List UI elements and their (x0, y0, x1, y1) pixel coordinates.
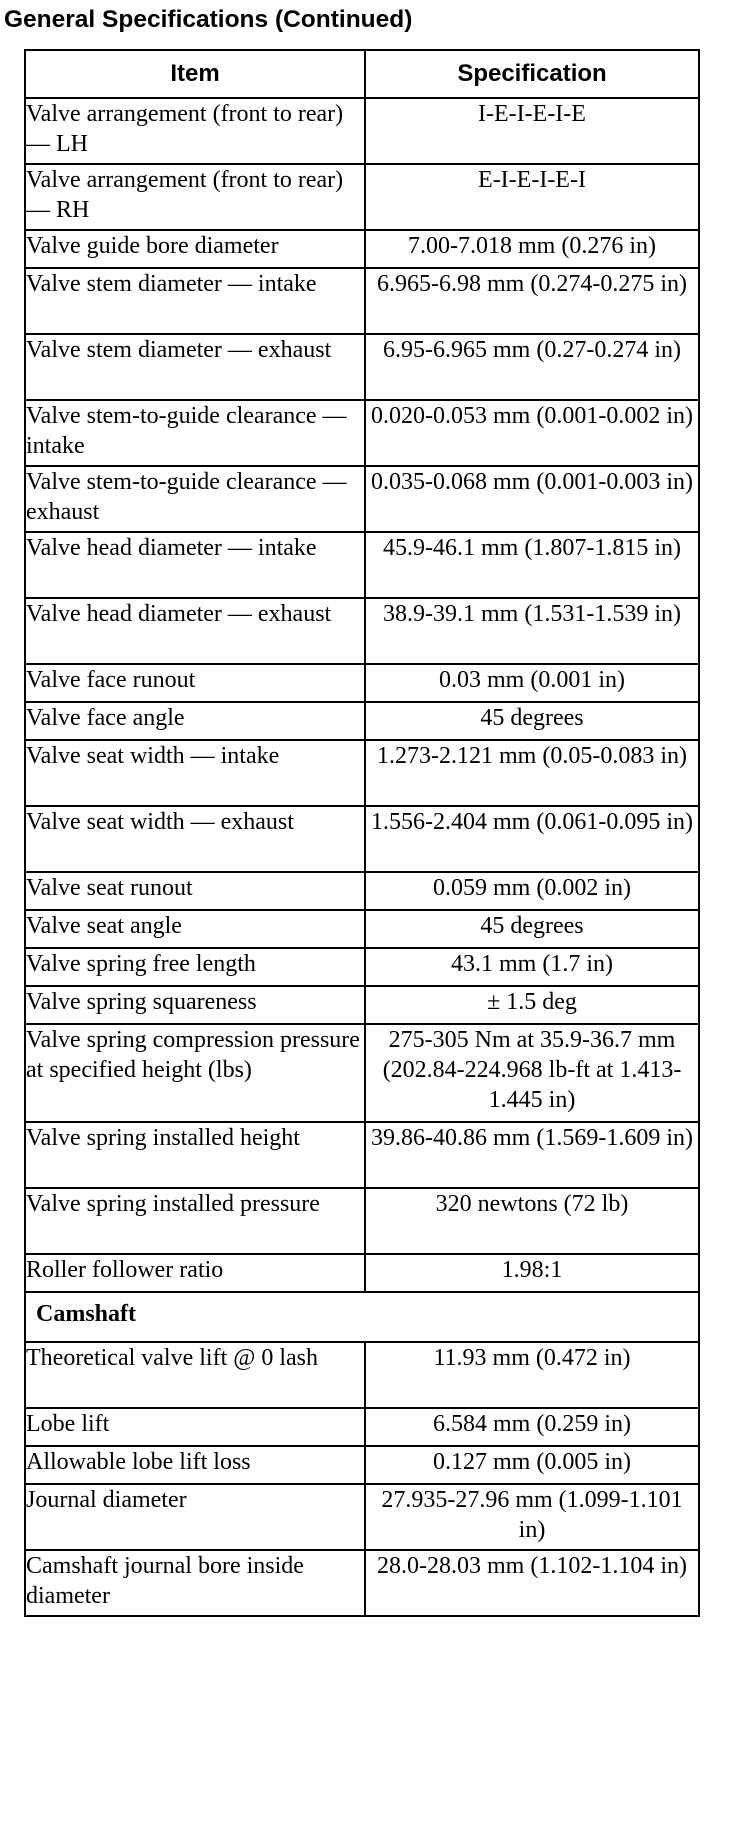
spec-cell: 45 degrees (365, 702, 699, 740)
spec-cell: 45 degrees (365, 910, 699, 948)
table-row (25, 1408, 699, 1446)
spec-cell: 1.273-2.121 mm (0.05-0.083 in) (365, 740, 699, 806)
spec-cell: 6.95-6.965 mm (0.27-0.274 in) (365, 334, 699, 400)
spec-cell: 7.00-7.018 mm (0.276 in) (365, 230, 699, 268)
item-cell: Valve spring installed pressure (25, 1188, 365, 1254)
spec-cell: 0.035-0.068 mm (0.001-0.003 in) (365, 466, 699, 532)
item-cell: Valve seat width — intake (25, 740, 365, 806)
item-cell: Valve seat runout (25, 872, 365, 910)
item-cell: Valve spring squareness (25, 986, 365, 1024)
table-row (25, 400, 699, 466)
spec-cell: 38.9-39.1 mm (1.531-1.539 in) (365, 598, 699, 664)
table-row (25, 98, 699, 164)
table-row (25, 872, 699, 910)
item-cell: Valve guide bore diameter (25, 230, 365, 268)
spec-cell: 11.93 mm (0.472 in) (365, 1342, 699, 1408)
table-row (25, 910, 699, 948)
item-cell: Journal diameter (25, 1484, 365, 1550)
item-cell: Valve seat angle (25, 910, 365, 948)
spec-cell: 0.03 mm (0.001 in) (365, 664, 699, 702)
table-row (25, 664, 699, 702)
column-header-item: Item (25, 50, 365, 98)
table-row (25, 1342, 699, 1408)
table-row (25, 948, 699, 986)
spec-cell: 43.1 mm (1.7 in) (365, 948, 699, 986)
table-row (25, 532, 699, 598)
section-heading: Camshaft (25, 1292, 699, 1342)
spec-cell: 0.059 mm (0.002 in) (365, 872, 699, 910)
table-row (25, 1484, 699, 1550)
spec-cell: I-E-I-E-I-E (365, 98, 699, 164)
spec-cell: 28.0-28.03 mm (1.102-1.104 in) (365, 1550, 699, 1616)
item-cell: Valve seat width — exhaust (25, 806, 365, 872)
table-row (25, 598, 699, 664)
item-cell: Valve spring installed height (25, 1122, 365, 1188)
table-row (25, 1188, 699, 1254)
section-row-camshaft (25, 1292, 699, 1342)
item-cell: Valve head diameter — exhaust (25, 598, 365, 664)
item-cell: Roller follower ratio (25, 1254, 365, 1292)
spec-cell: 6.584 mm (0.259 in) (365, 1408, 699, 1446)
table-row (25, 164, 699, 230)
spec-cell: 0.020-0.053 mm (0.001-0.002 in) (365, 400, 699, 466)
item-cell: Theoretical valve lift @ 0 lash (25, 1342, 365, 1408)
spec-cell: 27.935-27.96 mm (1.099-1.101 in) (365, 1484, 699, 1550)
item-cell: Valve head diameter — intake (25, 532, 365, 598)
item-cell: Valve stem-to-guide clearance — exhaust (25, 466, 365, 532)
spec-cell: 1.556-2.404 mm (0.061-0.095 in) (365, 806, 699, 872)
spec-cell: 275-305 Nm at 35.9-36.7 mm (202.84-224.968 lb-ft at 1.413-1.445 in) (365, 1024, 699, 1122)
spec-cell: 39.86-40.86 mm (1.569-1.609 in) (365, 1122, 699, 1188)
item-cell: Valve face runout (25, 664, 365, 702)
table-row (25, 986, 699, 1024)
table-row (25, 740, 699, 806)
item-cell: Allowable lobe lift loss (25, 1446, 365, 1484)
spec-cell: 45.9-46.1 mm (1.807-1.815 in) (365, 532, 699, 598)
item-cell: Valve arrangement (front to rear) — RH (25, 164, 365, 230)
spec-cell: 6.965-6.98 mm (0.274-0.275 in) (365, 268, 699, 334)
spec-cell: 320 newtons (72 lb) (365, 1188, 699, 1254)
table-row (25, 334, 699, 400)
item-cell: Valve spring free length (25, 948, 365, 986)
table-row (25, 1550, 699, 1616)
item-cell: Lobe lift (25, 1408, 365, 1446)
column-header-specification: Specification (365, 50, 699, 98)
spec-cell: E-I-E-I-E-I (365, 164, 699, 230)
item-cell: Valve stem-to-guide clearance — intake (25, 400, 365, 466)
table-row (25, 466, 699, 532)
item-cell: Valve face angle (25, 702, 365, 740)
spec-cell: 1.98:1 (365, 1254, 699, 1292)
page-title: General Specifications (Continued) (4, 6, 413, 33)
table-row (25, 230, 699, 268)
spec-cell: ± 1.5 deg (365, 986, 699, 1024)
table-row (25, 702, 699, 740)
table-row (25, 806, 699, 872)
table-row (25, 1254, 699, 1292)
item-cell: Valve stem diameter — intake (25, 268, 365, 334)
spec-cell: 0.127 mm (0.005 in) (365, 1446, 699, 1484)
table-header-row (25, 50, 699, 98)
specifications-table (24, 49, 700, 1617)
table-row (25, 1446, 699, 1484)
table-row (25, 1122, 699, 1188)
item-cell: Valve spring compression pressure at specified height (lbs) (25, 1024, 365, 1122)
item-cell: Camshaft journal bore inside diameter (25, 1550, 365, 1616)
item-cell: Valve stem diameter — exhaust (25, 334, 365, 400)
item-cell: Valve arrangement (front to rear) — LH (25, 98, 365, 164)
table-row (25, 268, 699, 334)
table-row (25, 1024, 699, 1122)
